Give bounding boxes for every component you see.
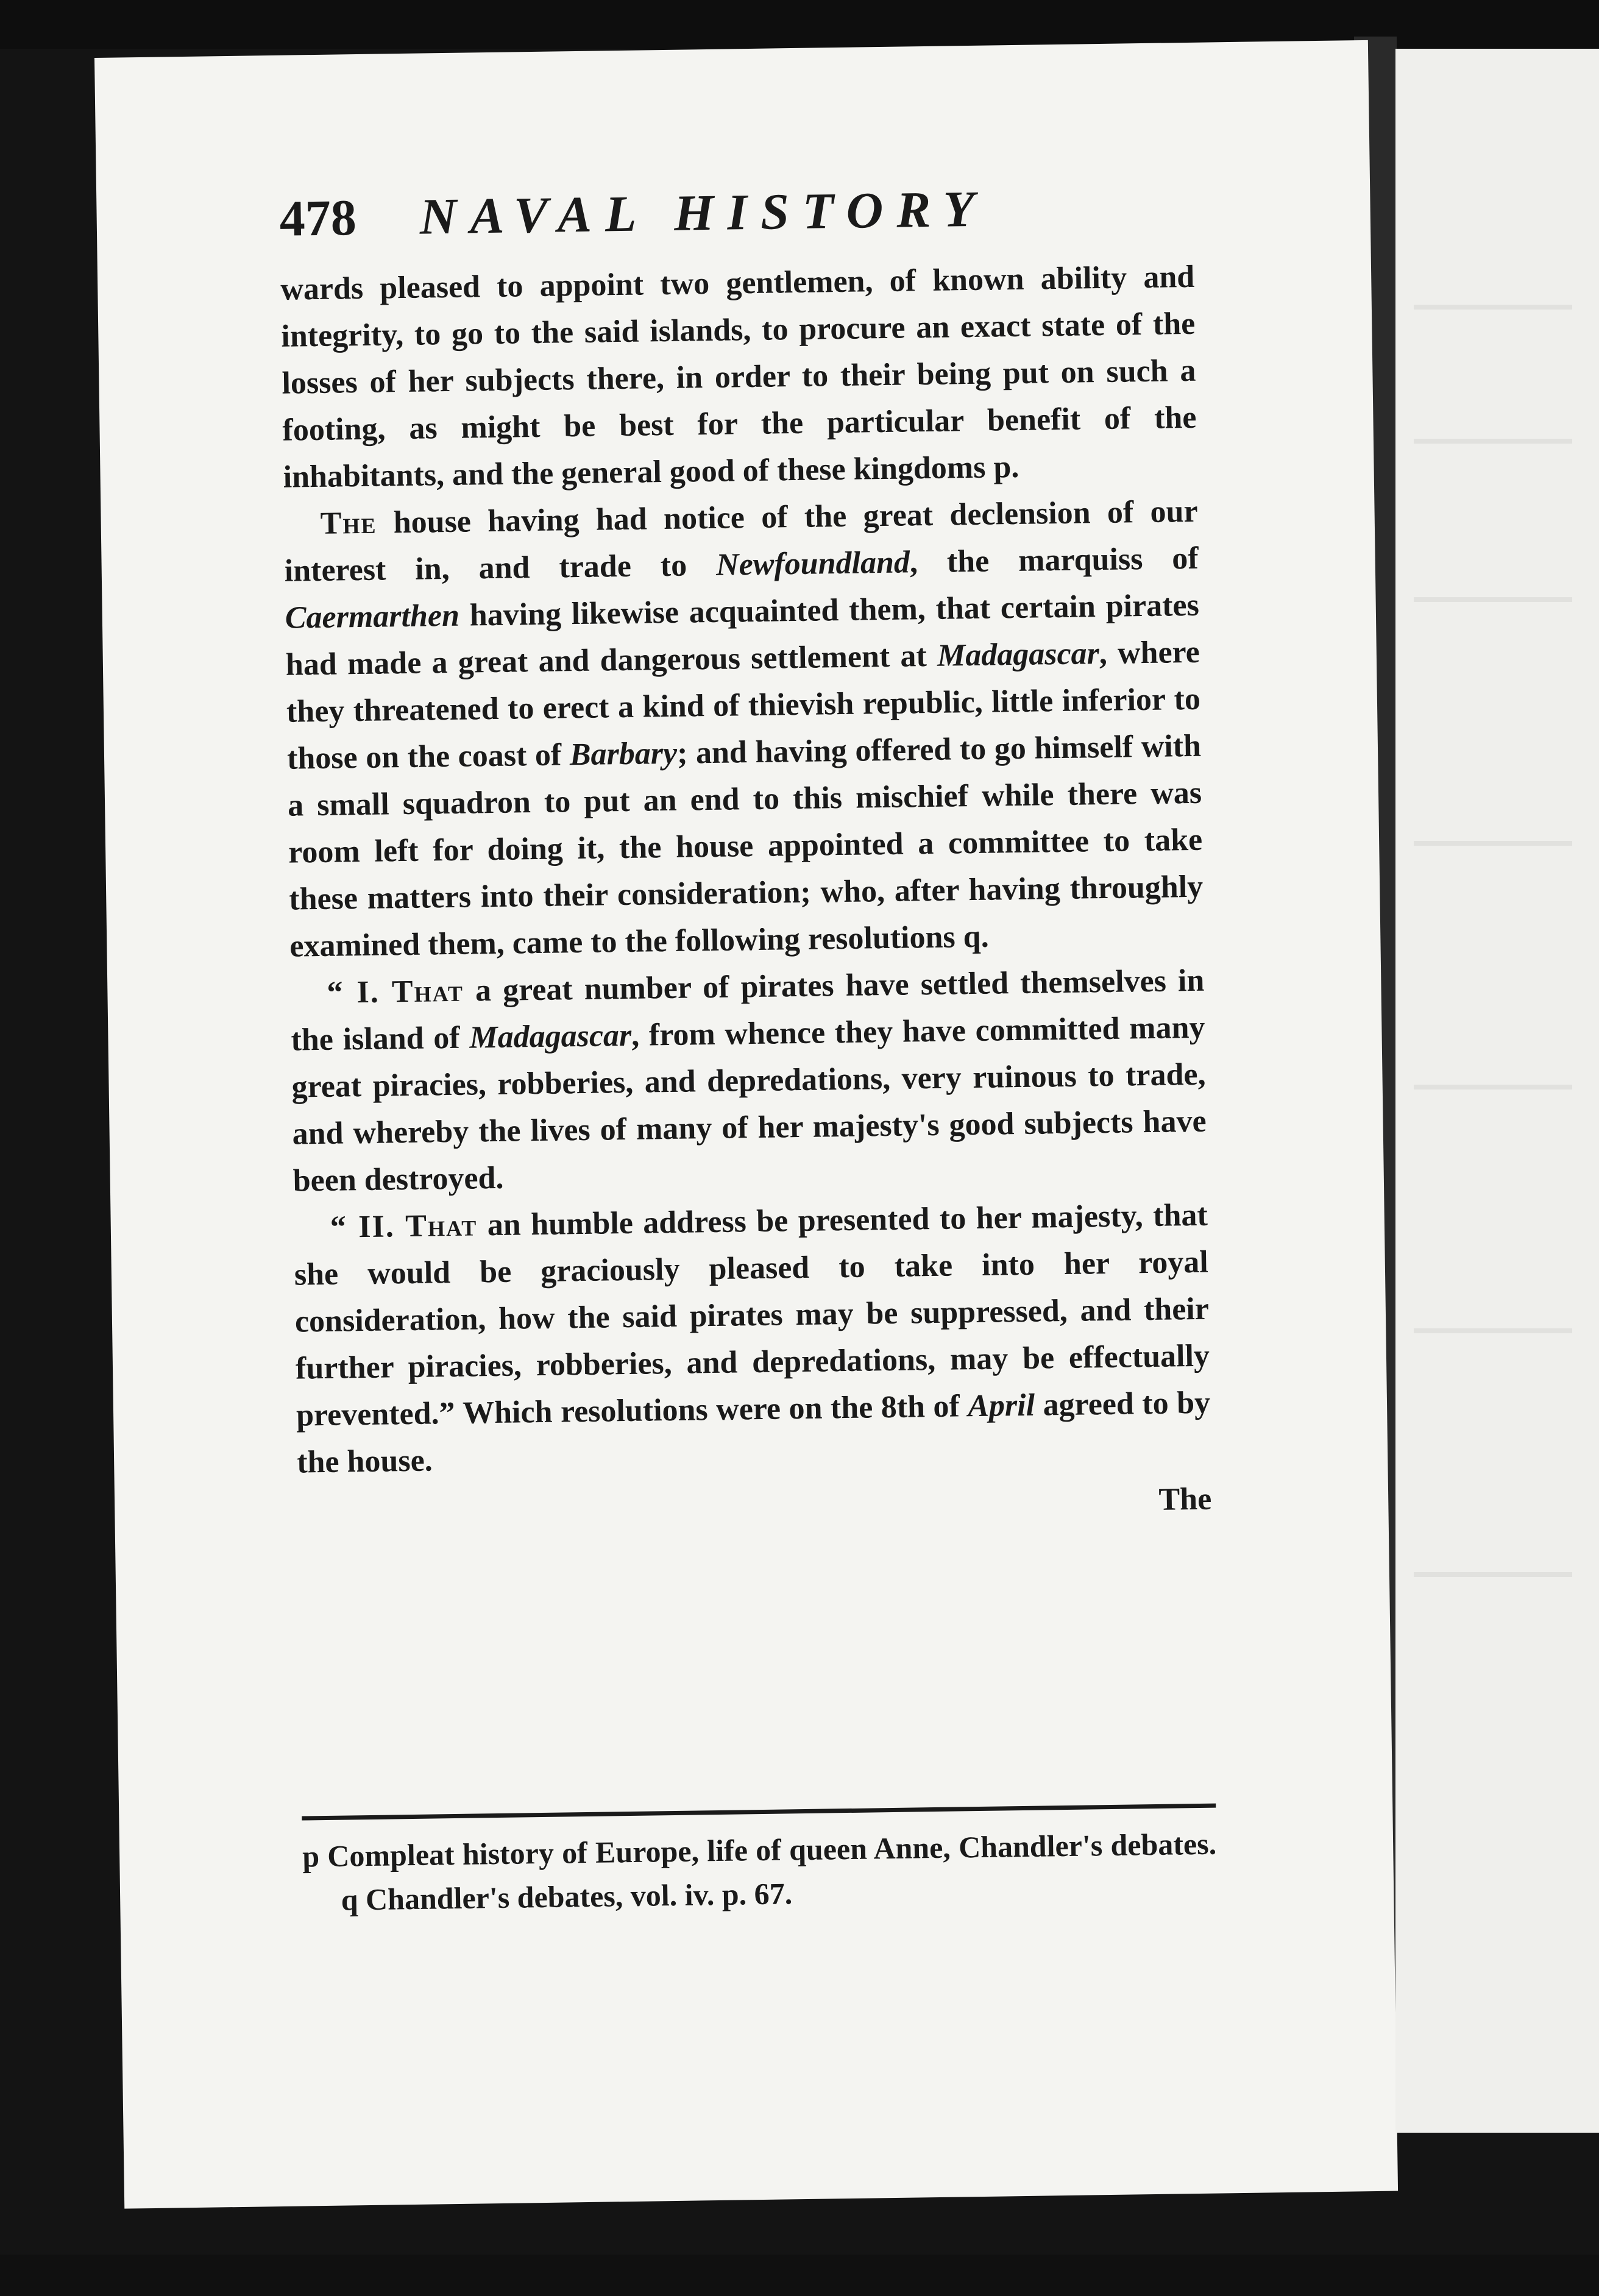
paragraph-2-text-c: having likewise acquainted them, that certain pirates had made a great and dangerous settlement at <box>285 587 1200 682</box>
resolution-2-lead: “ II. That <box>330 1208 478 1245</box>
paragraph-2-lead: The <box>320 505 377 541</box>
resolution-1 <box>290 957 1207 1205</box>
place-newfoundland: Newfoundland <box>715 545 910 583</box>
paragraph-2-text-e: ; and having offered to go himself with a small squadron to put an end to this mischief while there was room left for doing it, the house appointed a committee to take these matters into their consideration; who, after having throughly examined them, came to the following resolutions <box>287 728 1204 964</box>
place-madagascar: Madagascar <box>937 636 1100 673</box>
footnote-ref-q: q. <box>963 919 989 955</box>
scan-border-bottom <box>0 2255 1599 2296</box>
resolution-2 <box>293 1192 1211 1486</box>
footnote-p: p Compleat history of Europe, life of queen Anne, Chandler's debates. <box>302 1826 1217 1874</box>
bleed-through-line <box>1414 841 1572 846</box>
resolution-1-text-b: , from whence they have committed many great piracies, robberies, and depredations, very ruinous to trade, and whereby the lives of many of her majesty's good subjects have been destroyed. <box>291 1010 1207 1199</box>
running-title: NAVAL HISTORY <box>419 180 988 246</box>
footnotes <box>302 1822 1218 1922</box>
bleed-through-line <box>1414 305 1572 310</box>
place-caermarthen: Caermarthen <box>285 598 460 636</box>
paragraph-1-text: wards pleased to appoint two gentlemen, of known ability and integrity, to go to the said islands, to procure an exact state of the losses of her subjects there, in order to their being put on such a footing, as might be best for the particular benefit of the inhabitants, and the general good of these kingdoms <box>280 259 1197 495</box>
footnote-rule <box>302 1804 1216 1821</box>
resolution-1-text-a: a great number of pirates have settled themselves in the island of <box>291 963 1205 1058</box>
footnote-q: q Chandler's debates, vol. iv. p. 67. <box>341 1876 793 1917</box>
body-text <box>280 253 1212 1536</box>
paragraph-2-text-a: house having had notice of the great declension of our interest in, and trade to <box>284 494 1198 589</box>
place-barbary: Barbary <box>569 735 678 773</box>
paragraph-2 <box>283 488 1204 970</box>
right-page-edge <box>1395 49 1599 2133</box>
resolution-1-lead: “ I. That <box>327 973 464 1010</box>
bleed-through-line <box>1414 1085 1572 1090</box>
bleed-through-line <box>1414 1328 1572 1333</box>
paragraph-1 <box>280 253 1197 501</box>
page-number: 478 <box>279 190 357 247</box>
resolution-2-text-b: agreed to by the house. <box>296 1385 1211 1480</box>
bleed-through-line <box>1414 439 1572 444</box>
bleed-through-line <box>1414 1572 1572 1577</box>
resolution-2-april: April <box>967 1387 1035 1424</box>
resolution-1-madagascar: Madagascar <box>469 1018 632 1055</box>
paragraph-2-text-d: , where they threatened to erect a kind of thievish republic, little inferior to those on the coast of <box>286 634 1201 776</box>
resolution-2-text-a: an humble address be presented to her majesty, that she would be graciously pleased to take into her royal consideration, how the said pirates may be suppressed, and their further piracies, robberies, and depredations, may be effectually prevented.” Which resolutions were on the 8th of <box>294 1197 1210 1433</box>
page-text-block <box>279 177 1212 1536</box>
bleed-through-line <box>1414 597 1572 602</box>
paragraph-2-text-b: , the marquiss of <box>909 540 1199 580</box>
footnote-ref-p: p. <box>993 449 1019 485</box>
page-header <box>279 177 1194 263</box>
catchword: The <box>1158 1481 1212 1517</box>
left-page <box>94 40 1398 2209</box>
